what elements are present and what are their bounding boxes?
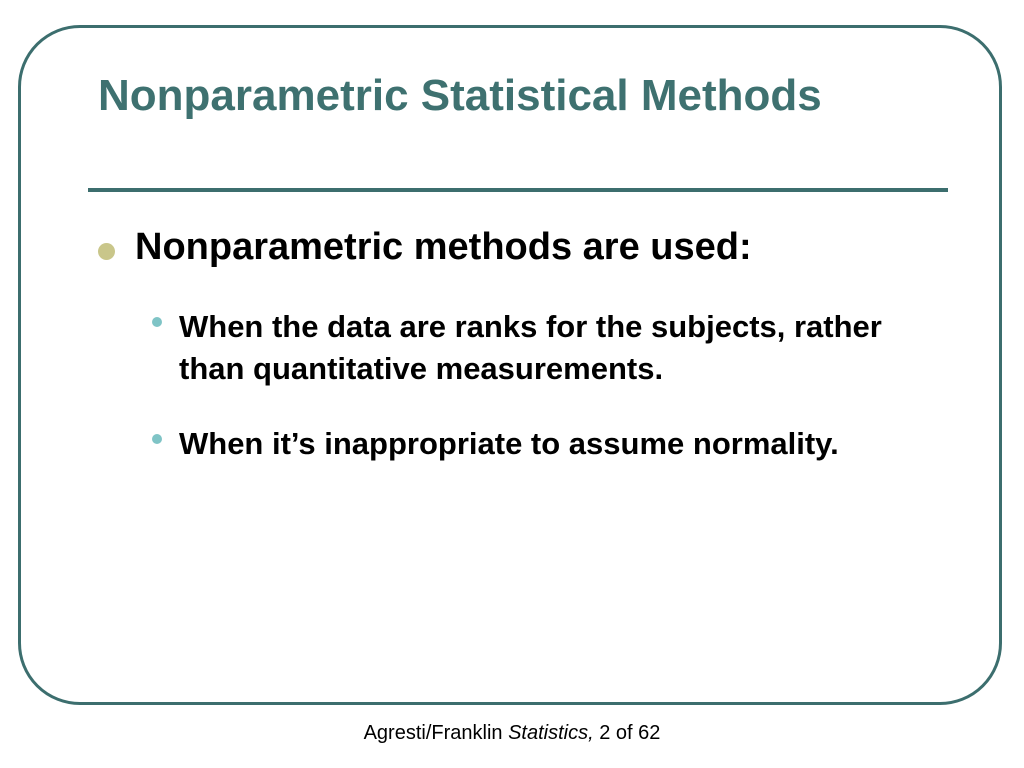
footer-book-title: Statistics, [508,722,594,744]
title-divider [88,188,948,192]
footer-page-number: 2 of 62 [599,722,661,744]
sub-bullet-item [152,306,912,390]
footer-authors: Agresti/Franklin [363,722,503,744]
sub-bullet-item [152,423,912,465]
bullet-item [98,224,938,270]
sub-bullet-dot-icon [152,317,162,327]
slide-title: Nonparametric Statistical Methods [98,71,822,120]
slide-footer [0,722,1024,745]
sub-bullet-dot-icon [152,434,162,444]
bullet-dot-icon [98,243,115,260]
sub-bullet-text: When it’s inappropriate to assume normality. [179,426,839,461]
bullet-text: Nonparametric methods are used: [135,226,752,268]
sub-bullet-text: When the data are ranks for the subjects, rather than quantitative measurements. [179,309,882,386]
